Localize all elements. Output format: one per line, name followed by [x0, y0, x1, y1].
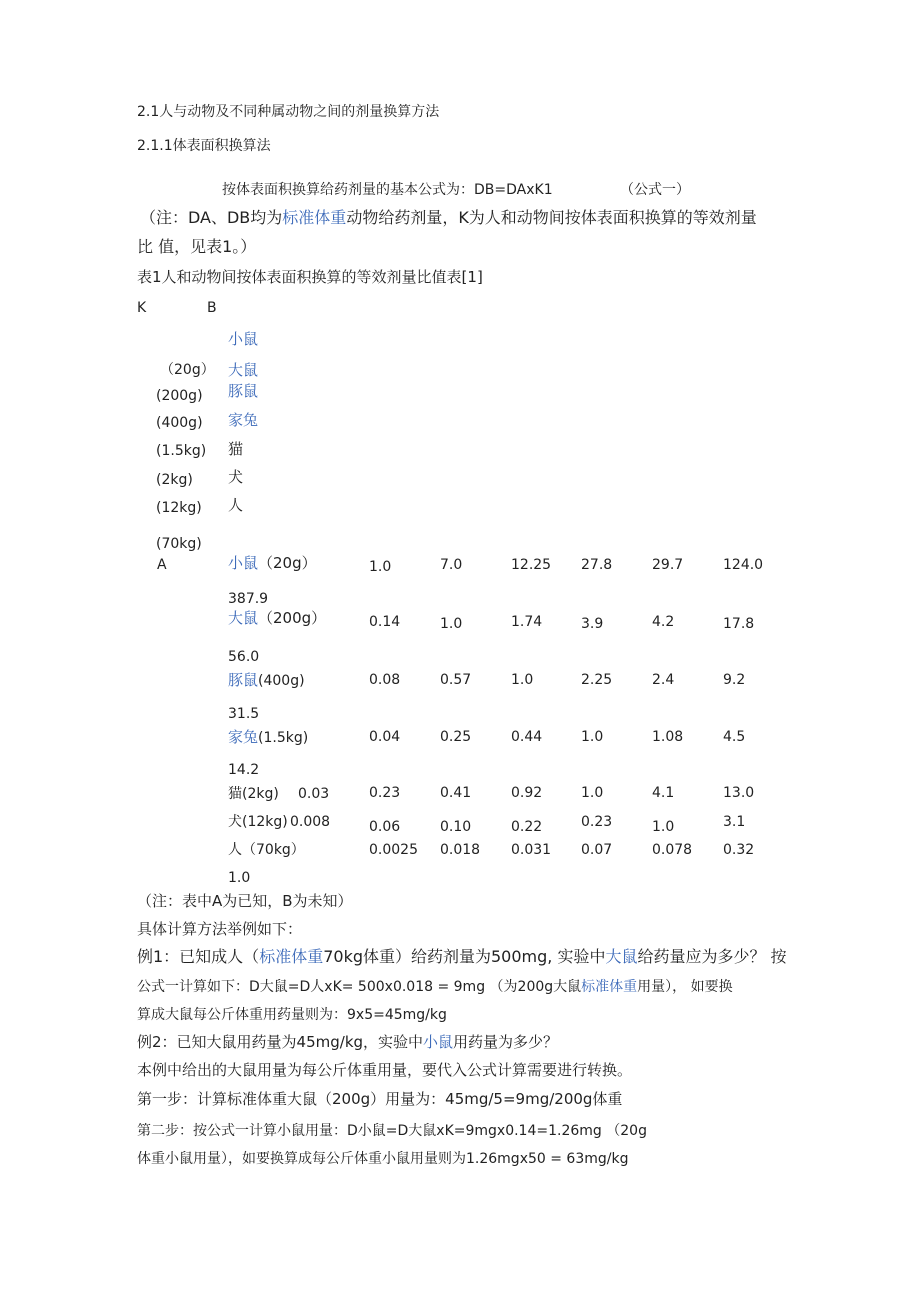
row-weight: (1.5kg) [258, 730, 309, 746]
column-name-rabbit[interactable]: 家兔 [228, 411, 259, 429]
row-label: 犬(12kg) [228, 814, 288, 830]
note-line-2: 比 值，见表1。） [137, 237, 257, 256]
table-cell: 1.74 [511, 614, 543, 630]
row-label [228, 670, 305, 691]
method-intro: 具体计算方法举例如下： [137, 920, 303, 938]
table-cell: 13.0 [723, 785, 755, 801]
table-cell: 12.25 [511, 557, 552, 573]
formula-label: （公式一） [620, 182, 690, 198]
column-name-guinea-pig[interactable]: 豚鼠 [228, 382, 259, 400]
column-weight-mouse: （20g） [160, 362, 215, 378]
table-cell: 0.57 [440, 672, 472, 688]
text: 例2：已知大鼠用药量为45mg/kg，实验中 [137, 1033, 424, 1051]
row-animal-link[interactable]: 家兔 [228, 728, 259, 746]
example-2-line-2: 本例中给出的大鼠用量为每公斤体重用量，要代入公式计算需要进行转换。 [137, 1061, 633, 1079]
note-text: 动物给药剂量，K为人和动物间按体表面积换算的等效剂量 [346, 208, 757, 227]
text: 例1：已知成人（ [137, 947, 260, 966]
table-cell-wrapped: 14.2 [228, 762, 260, 778]
table-cell: 1.0 [581, 785, 604, 801]
table-cell: 7.0 [440, 557, 463, 573]
column-weight-guinea-pig: (400g) [156, 415, 203, 431]
column-name-cat: 猫 [228, 440, 244, 458]
table-cell: 0.10 [440, 819, 472, 835]
example-1-line-1 [137, 947, 787, 967]
table-cell: 17.8 [723, 616, 755, 632]
column-weight-cat: (2kg) [156, 472, 193, 488]
row-weight: （20g） [258, 554, 317, 572]
row-label: 猫(2kg) [228, 786, 279, 802]
rat-link[interactable]: 大鼠 [605, 947, 638, 966]
table-cell: 2.25 [581, 672, 613, 688]
table-title: 表1人和动物间按体表面积换算的等效剂量比值表[1] [137, 268, 483, 286]
table-cell: 1.0 [581, 729, 604, 745]
note-text: （注：DA、DB均为 [140, 208, 283, 227]
section-heading: 2.1人与动物及不同种属动物之间的剂量换算方法 [137, 104, 440, 120]
text: 公式一计算如下：D大鼠=D人xK= 500x0.018 = 9mg （为200g大鼠 [137, 979, 582, 995]
table-cell: 0.14 [369, 614, 401, 630]
example-2-line-1 [137, 1032, 558, 1052]
column-name-dog: 犬 [228, 468, 244, 486]
table-cell: 0.03 [298, 786, 330, 802]
table-cell-wrapped: 56.0 [228, 649, 260, 665]
standard-weight-link[interactable]: 标准体重 [259, 947, 324, 966]
table-cell-wrapped: 387.9 [228, 591, 269, 607]
example-1-line-3: 算成大鼠每公斤体重用药量则为：9x5=45mg/kg [137, 1007, 447, 1023]
table-cell: 1.0 [511, 672, 534, 688]
text: 70kg体重）给药剂量为500mg, 实验中 [323, 947, 606, 966]
step-1: 第一步：计算标准体重大鼠（200g）用量为：45mg/5=9mg/200g体重 [137, 1090, 623, 1108]
table-cell: 124.0 [723, 557, 764, 573]
table-cell: 29.7 [652, 557, 684, 573]
table-cell-wrapped: 31.5 [228, 706, 260, 722]
row-label [228, 608, 326, 628]
column-weight-dog: (12kg) [156, 500, 202, 516]
text: 用量）， 如要换 [637, 979, 733, 995]
table-note: （注：表中A为已知，B为未知） [137, 892, 353, 910]
table-cell: 0.018 [440, 842, 481, 858]
table-cell: 3.9 [581, 616, 604, 632]
table-cell: 3.1 [723, 814, 746, 830]
text: 给药量应为多少？ 按 [637, 947, 787, 966]
note-line-1 [140, 208, 757, 228]
row-animal-link[interactable]: 大鼠 [228, 609, 259, 627]
table-cell: 0.23 [581, 814, 613, 830]
table-cell-wrapped: 1.0 [228, 870, 251, 886]
column-weight-human: (70kg) [156, 536, 202, 552]
mouse-link[interactable]: 小鼠 [423, 1033, 454, 1051]
table-cell: 0.04 [369, 729, 401, 745]
row-weight: (400g) [258, 673, 305, 689]
table-cell: 0.32 [723, 842, 755, 858]
table-cell: 1.08 [652, 729, 684, 745]
step-2-line-1: 第二步：按公式一计算小鼠用量：D小鼠=D大鼠xK=9mgx0.14=1.26mg （20g [137, 1123, 647, 1139]
table-cell: 0.23 [369, 785, 401, 801]
table-cell: 0.92 [511, 785, 543, 801]
table-cell: 1.0 [369, 559, 392, 575]
table-cell: 1.0 [440, 616, 463, 632]
table-cell: 0.008 [290, 814, 331, 830]
table-corner-b: B [207, 300, 217, 316]
table-cell: 0.25 [440, 729, 472, 745]
table-cell: 2.4 [652, 672, 675, 688]
row-animal-link[interactable]: 小鼠 [228, 554, 259, 572]
table-cell: 0.0025 [369, 842, 418, 858]
column-name-rat[interactable]: 大鼠 [228, 361, 259, 379]
subsection-heading: 2.1.1体表面积换算法 [137, 138, 271, 154]
table-cell: 0.44 [511, 729, 543, 745]
table-cell: 27.8 [581, 557, 613, 573]
table-cell: 0.06 [369, 819, 401, 835]
example-1-line-2 [137, 977, 733, 997]
table-corner-a: A [157, 557, 167, 573]
column-name-human: 人 [228, 496, 244, 514]
row-animal-link[interactable]: 豚鼠 [228, 671, 259, 689]
standard-weight-link[interactable]: 标准体重 [282, 208, 347, 227]
table-cell: 4.1 [652, 785, 675, 801]
row-label [228, 553, 317, 573]
column-weight-rabbit: (1.5kg) [156, 443, 207, 459]
table-cell: 0.078 [652, 842, 693, 858]
table-cell: 1.0 [652, 819, 675, 835]
table-cell: 4.2 [652, 614, 675, 630]
text: 用药量为多少？ [453, 1033, 559, 1051]
table-cell: 0.41 [440, 785, 472, 801]
table-corner-k: K [137, 300, 147, 316]
table-cell: 9.2 [723, 672, 746, 688]
table-cell: 0.08 [369, 672, 401, 688]
column-name-mouse[interactable]: 小鼠 [228, 330, 259, 348]
row-weight: （200g） [258, 609, 327, 627]
table-cell: 4.5 [723, 729, 746, 745]
column-weight-rat: (200g) [156, 388, 203, 404]
formula-text: 按体表面积换算给药剂量的基本公式为：DB=DAxK1 [222, 182, 553, 198]
table-cell: 0.22 [511, 819, 543, 835]
table-cell: 0.07 [581, 842, 613, 858]
row-label: 人（70kg） [228, 842, 305, 858]
table-cell: 0.031 [511, 842, 552, 858]
step-2-line-2: 体重小鼠用量），如要换算成每公斤体重小鼠用量则为1.26mgx50 = 63mg/kg [137, 1151, 629, 1167]
standard-weight-link[interactable]: 标准体重 [581, 979, 638, 995]
row-label [228, 727, 308, 748]
